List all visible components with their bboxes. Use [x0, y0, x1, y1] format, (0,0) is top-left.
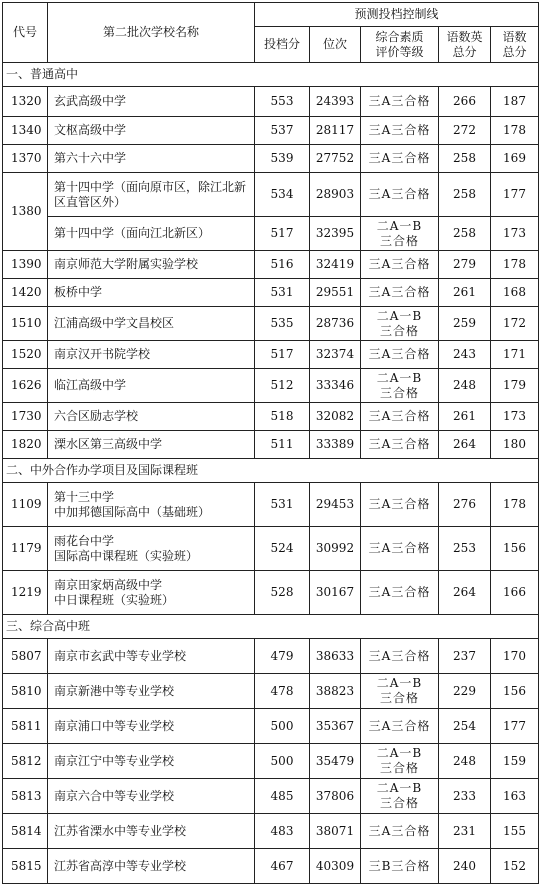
cell-score: 500 [255, 744, 310, 779]
header-group: 预测投档控制线 [255, 3, 539, 27]
cell-yse: 261 [439, 279, 491, 307]
cell-school: 南京市玄武中等专业学校 [48, 639, 255, 674]
cell-level-line1: 二A一B [376, 370, 423, 385]
cell-score: 517 [255, 217, 310, 251]
cell-level: 三A三合格 [361, 87, 439, 117]
table-row [3, 709, 539, 744]
header-level [361, 27, 439, 63]
cell-school [48, 483, 255, 527]
cell-score: 467 [255, 849, 310, 884]
cell-school-line2: 中日课程班（实验班） [54, 592, 175, 607]
cell-ys: 170 [491, 639, 539, 674]
cell-ys: 178 [491, 483, 539, 527]
cell-yse: 248 [439, 744, 491, 779]
cell-rank: 35479 [310, 744, 361, 779]
cell-yse: 261 [439, 403, 491, 431]
cell-score: 535 [255, 307, 310, 341]
cell-level [361, 307, 439, 341]
cell-level: 三B三合格 [361, 849, 439, 884]
cell-level-line1: 二A一B [376, 676, 423, 690]
cell-score: 483 [255, 814, 310, 849]
cell-level-line2: 三合格 [379, 385, 419, 400]
table-row [3, 341, 539, 369]
cell-school: 溧水区第三高级中学 [48, 431, 255, 459]
section-title: 三、综合高中班 [3, 615, 539, 639]
header-ys-line2: 总分 [502, 44, 527, 59]
cell-code: 5815 [3, 849, 48, 884]
cell-level-text [361, 371, 438, 401]
cell-score: 516 [255, 251, 310, 279]
cell-school-line2: 中加邦德国际高中（基础班） [54, 504, 211, 519]
admission-table-container [2, 2, 538, 884]
cell-ys: 169 [491, 145, 539, 173]
cell-level-line2: 三合格 [379, 691, 419, 705]
table-row [3, 571, 539, 615]
table-row [3, 251, 539, 279]
cell-rank: 33346 [310, 369, 361, 403]
cell-ys: 178 [491, 251, 539, 279]
cell-level [361, 217, 439, 251]
table-row [3, 744, 539, 779]
cell-level: 三A三合格 [361, 279, 439, 307]
cell-rank: 28903 [310, 173, 361, 217]
cell-school: 南京汉开书院学校 [48, 341, 255, 369]
cell-yse: 233 [439, 779, 491, 814]
cell-yse: 264 [439, 571, 491, 615]
header-score: 投档分 [255, 27, 310, 63]
cell-rank: 38633 [310, 639, 361, 674]
cell-yse: 272 [439, 117, 491, 145]
cell-score: 485 [255, 779, 310, 814]
cell-score: 528 [255, 571, 310, 615]
cell-rank: 38071 [310, 814, 361, 849]
cell-level [361, 744, 439, 779]
cell-code: 1820 [3, 431, 48, 459]
cell-yse: 264 [439, 431, 491, 459]
cell-ys: 171 [491, 341, 539, 369]
cell-rank: 29453 [310, 483, 361, 527]
cell-ys: 177 [491, 709, 539, 744]
cell-score: 531 [255, 279, 310, 307]
cell-level [361, 369, 439, 403]
cell-yse: 243 [439, 341, 491, 369]
header-school: 第二批次学校名称 [48, 3, 255, 63]
cell-yse: 266 [439, 87, 491, 117]
cell-score: 500 [255, 709, 310, 744]
cell-level-text [361, 219, 438, 249]
cell-code: 5813 [3, 779, 48, 814]
cell-level-line1: 二A一B [376, 218, 423, 233]
cell-ys: 172 [491, 307, 539, 341]
cell-code: 1179 [3, 527, 48, 571]
cell-school: 南京六合中等专业学校 [48, 779, 255, 814]
cell-level: 三A三合格 [361, 483, 439, 527]
header-yse [439, 27, 491, 63]
cell-ys: 168 [491, 279, 539, 307]
cell-rank: 30992 [310, 527, 361, 571]
cell-code: 1109 [3, 483, 48, 527]
cell-level [361, 779, 439, 814]
cell-school: 第十四中学（面向江北新区） [48, 217, 255, 251]
cell-level-line2: 三合格 [379, 796, 419, 810]
cell-rank: 28736 [310, 307, 361, 341]
cell-code: 5811 [3, 709, 48, 744]
cell-yse: 240 [439, 849, 491, 884]
cell-yse: 258 [439, 173, 491, 217]
cell-level: 三A三合格 [361, 173, 439, 217]
cell-school [48, 571, 255, 615]
cell-school-line1: 南京田家炳高级中学 [54, 577, 163, 592]
cell-score: 537 [255, 117, 310, 145]
cell-level: 三A三合格 [361, 571, 439, 615]
cell-ys: 152 [491, 849, 539, 884]
cell-ys: 156 [491, 674, 539, 709]
cell-yse: 258 [439, 217, 491, 251]
cell-code: 1320 [3, 87, 48, 117]
cell-yse: 229 [439, 674, 491, 709]
cell-code: 1420 [3, 279, 48, 307]
cell-yse: 253 [439, 527, 491, 571]
table-row [3, 779, 539, 814]
cell-level-line1: 二A一B [376, 781, 423, 795]
cell-score: 531 [255, 483, 310, 527]
cell-ys: 159 [491, 744, 539, 779]
cell-score: 479 [255, 639, 310, 674]
header-ys [491, 27, 539, 63]
cell-code: 5814 [3, 814, 48, 849]
cell-level: 三A三合格 [361, 431, 439, 459]
cell-school-line2: 国际高中课程班（实验班） [54, 548, 199, 563]
cell-level-line1: 二A一B [376, 308, 423, 323]
cell-score: 478 [255, 674, 310, 709]
cell-code: 5812 [3, 744, 48, 779]
cell-level-text [361, 781, 438, 811]
cell-ys: 173 [491, 217, 539, 251]
cell-school: 玄武高级中学 [48, 87, 255, 117]
header-code: 代号 [3, 3, 48, 63]
cell-ys: 156 [491, 527, 539, 571]
cell-level: 三A三合格 [361, 145, 439, 173]
cell-level: 三A三合格 [361, 403, 439, 431]
cell-level: 三A三合格 [361, 814, 439, 849]
cell-school: 江苏省高淳中等专业学校 [48, 849, 255, 884]
table-row [3, 117, 539, 145]
cell-school: 文枢高级中学 [48, 117, 255, 145]
cell-score: 511 [255, 431, 310, 459]
header-yse-line1: 语数英 [446, 29, 483, 44]
section-title: 一、普通高中 [3, 63, 539, 87]
cell-level: 三A三合格 [361, 527, 439, 571]
cell-school: 六合区励志学校 [48, 403, 255, 431]
cell-ys: 173 [491, 403, 539, 431]
cell-level: 三A三合格 [361, 251, 439, 279]
cell-school [48, 527, 255, 571]
cell-level: 三A三合格 [361, 117, 439, 145]
cell-rank: 29551 [310, 279, 361, 307]
cell-code: 1520 [3, 341, 48, 369]
cell-level: 三A三合格 [361, 639, 439, 674]
cell-code: 5810 [3, 674, 48, 709]
cell-ys: 163 [491, 779, 539, 814]
cell-yse: 237 [439, 639, 491, 674]
cell-rank: 32374 [310, 341, 361, 369]
table-row [3, 369, 539, 403]
cell-school: 江苏省溧水中等专业学校 [48, 814, 255, 849]
table-row [3, 279, 539, 307]
cell-school: 南京浦口中等专业学校 [48, 709, 255, 744]
table-row [3, 403, 539, 431]
cell-yse: 248 [439, 369, 491, 403]
cell-score: 524 [255, 527, 310, 571]
cell-level-line2: 三合格 [379, 323, 419, 338]
cell-school: 江浦高级中学文昌校区 [48, 307, 255, 341]
cell-score: 534 [255, 173, 310, 217]
cell-code: 1510 [3, 307, 48, 341]
cell-ys: 180 [491, 431, 539, 459]
header-yse-line2: 总分 [452, 44, 477, 59]
cell-code: 1380 [3, 173, 48, 251]
cell-code: 1626 [3, 369, 48, 403]
cell-school: 南京江宁中等专业学校 [48, 744, 255, 779]
section-title: 二、中外合作办学项目及国际课程班 [3, 459, 539, 483]
cell-rank: 40309 [310, 849, 361, 884]
cell-level-line1: 二A一B [376, 746, 423, 760]
cell-yse: 259 [439, 307, 491, 341]
header-rank: 位次 [310, 27, 361, 63]
cell-school: 板桥中学 [48, 279, 255, 307]
cell-rank: 27752 [310, 145, 361, 173]
admission-table [2, 2, 539, 884]
cell-ys: 166 [491, 571, 539, 615]
cell-rank: 38823 [310, 674, 361, 709]
cell-yse: 254 [439, 709, 491, 744]
cell-level: 三A三合格 [361, 341, 439, 369]
cell-code: 1219 [3, 571, 48, 615]
header-level-line1: 综合素质 [375, 29, 424, 44]
cell-score: 512 [255, 369, 310, 403]
cell-rank: 32419 [310, 251, 361, 279]
cell-school-line1: 第十三中学 [54, 489, 115, 504]
cell-code: 1340 [3, 117, 48, 145]
cell-code: 1370 [3, 145, 48, 173]
cell-ys: 177 [491, 173, 539, 217]
table-row [3, 431, 539, 459]
table-row [3, 173, 539, 217]
cell-level-text [361, 676, 438, 706]
cell-level [361, 674, 439, 709]
cell-level-line2: 三合格 [379, 233, 419, 248]
cell-rank: 32395 [310, 217, 361, 251]
cell-score: 518 [255, 403, 310, 431]
cell-code: 5807 [3, 639, 48, 674]
cell-score: 539 [255, 145, 310, 173]
cell-rank: 30167 [310, 571, 361, 615]
table-row [3, 814, 539, 849]
cell-school: 第十四中学（面向原市区，除江北新区直管区外） [48, 173, 255, 217]
table-row [3, 217, 539, 251]
table-row [3, 527, 539, 571]
cell-school-line1: 雨花台中学 [54, 533, 115, 548]
header-level-line2: 评价等级 [375, 44, 424, 59]
table-row [3, 87, 539, 117]
cell-rank: 24393 [310, 87, 361, 117]
cell-ys: 179 [491, 369, 539, 403]
cell-rank: 28117 [310, 117, 361, 145]
cell-score: 553 [255, 87, 310, 117]
table-row [3, 674, 539, 709]
cell-level: 三A三合格 [361, 709, 439, 744]
cell-code: 1730 [3, 403, 48, 431]
cell-school: 南京新港中等专业学校 [48, 674, 255, 709]
cell-school: 临江高级中学 [48, 369, 255, 403]
cell-score: 517 [255, 341, 310, 369]
cell-level-line2: 三合格 [379, 761, 419, 775]
table-row [3, 145, 539, 173]
cell-rank: 35367 [310, 709, 361, 744]
header-ys-line1: 语数 [502, 29, 527, 44]
table-row [3, 483, 539, 527]
cell-level-text [361, 746, 438, 776]
cell-school: 第六十六中学 [48, 145, 255, 173]
cell-yse: 231 [439, 814, 491, 849]
cell-level-text [361, 309, 438, 339]
table-row [3, 639, 539, 674]
cell-rank: 33389 [310, 431, 361, 459]
cell-ys: 178 [491, 117, 539, 145]
cell-rank: 32082 [310, 403, 361, 431]
table-row [3, 307, 539, 341]
cell-yse: 258 [439, 145, 491, 173]
cell-yse: 276 [439, 483, 491, 527]
cell-rank: 37806 [310, 779, 361, 814]
table-row [3, 849, 539, 884]
cell-school: 南京师范大学附属实验学校 [48, 251, 255, 279]
cell-code: 1390 [3, 251, 48, 279]
cell-ys: 187 [491, 87, 539, 117]
cell-yse: 279 [439, 251, 491, 279]
cell-ys: 155 [491, 814, 539, 849]
